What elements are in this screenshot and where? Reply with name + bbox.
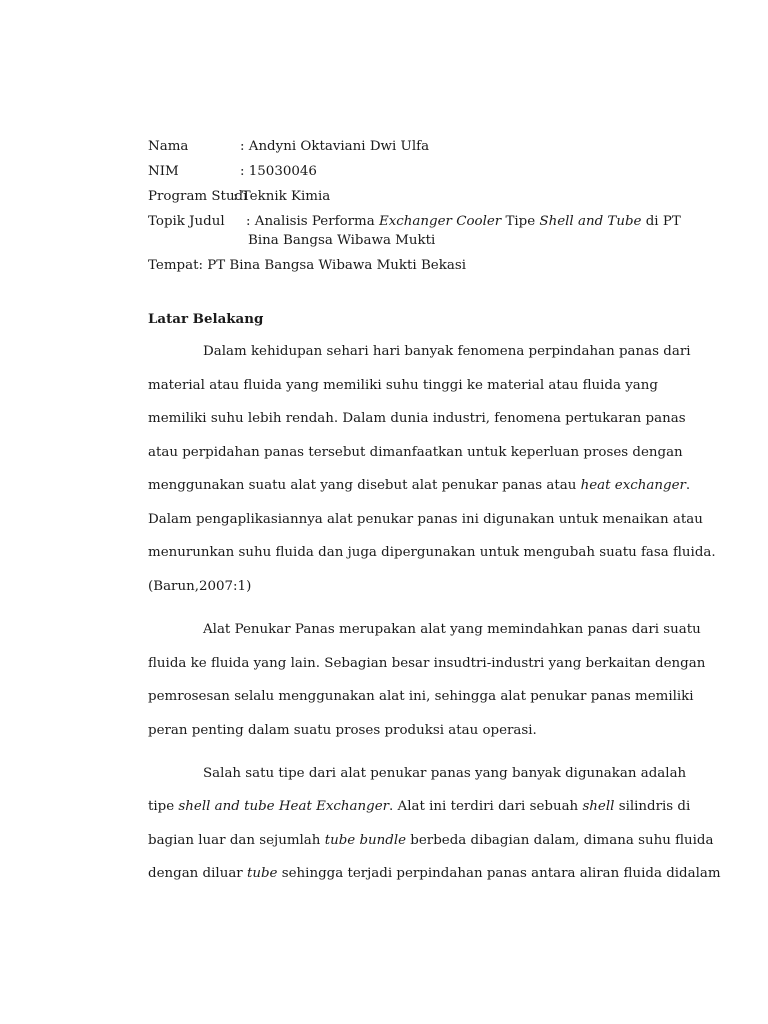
p3-italic-shell-and-tube-heat-exchanger: shell and tube Heat Exchanger [178,799,390,814]
nama-value: : Andyni Oktaviani Dwi Ulfa [240,139,430,154]
p3-line-2-a: tipe [148,799,179,814]
prodi-label: Program Studi [148,189,248,204]
topik-italic-shell-and-tube: Shell and Tube [539,214,642,229]
p1-line-4: atau perpidahan panas tersebut dimanfaatkan untuk keperluan proses dengan [148,445,683,460]
topik-suffix: di PT [641,214,681,229]
nim-value: : 15030046 [240,164,317,179]
p1-line-5-a: menggunakan suatu alat yang disebut alat penukar panas atau [148,478,581,493]
topik-mid: Tipe [501,214,540,229]
p1-line-1: Dalam kehidupan sehari hari banyak fenomena perpindahan panas dari [203,344,691,359]
p1-line-7: menurunkan suhu fluida dan juga dipergunakan untuk mengubah suatu fasa fluida. [148,545,716,560]
p1-line-5 [148,477,691,495]
section-heading: Latar Belakang [148,311,264,327]
tempat-line: Tempat: PT Bina Bangsa Wibawa Mukti Bekasi [148,258,466,273]
topik-value-line2: Bina Bangsa Wibawa Mukti [248,233,436,248]
p3-line-3-b: berbeda dibagian dalam, dimana suhu fluida [406,833,714,848]
p2-line-2: fluida ke fluida yang lain. Sebagian besar insudtri-industri yang berkaitan dengan [148,656,706,671]
p3-italic-tube-bundle: tube bundle [324,833,407,848]
p3-line-4-b: sehingga terjadi perpindahan panas antara aliran fluida didalam [277,866,721,881]
p1-line-6: Dalam pengaplikasiannya alat penukar panas ini digunakan untuk menaikan atau [148,512,703,527]
p3-line-2-b: . Alat ini terdiri dari sebuah [389,799,583,814]
p3-line-1: Salah satu tipe dari alat penukar panas yang banyak digunakan adalah [203,766,687,781]
p3-italic-tube: tube [246,866,278,881]
nim-label: NIM [148,164,179,179]
topik-label: Topik Judul [148,214,225,229]
p2-line-1: Alat Penukar Panas merupakan alat yang memindahkan panas dari suatu [203,622,701,637]
p1-line-5-b: . [685,478,691,493]
p3-line-4-a: dengan diluar [148,866,247,881]
nama-label: Nama [148,139,189,154]
p3-line-3-a: bagian luar dan sejumlah [148,833,325,848]
p3-line-2-c: silindris di [614,799,691,814]
p1-line-3: memiliki suhu lebih rendah. Dalam dunia industri, fenomena pertukaran panas [148,411,686,426]
topik-prefix: : Analisis Performa [246,214,379,229]
topik-italic-exchanger-cooler: Exchanger Cooler [378,214,502,229]
p1-italic-heat-exchanger: heat exchanger [580,478,686,493]
topik-value [246,213,681,231]
p1-line-8: (Barun,2007:1) [148,579,252,594]
p3-line-3 [148,832,714,850]
p3-line-4 [148,865,721,883]
prodi-value: : Teknik Kimia [233,189,331,204]
p3-italic-shell: shell [582,799,615,814]
p3-line-2 [148,798,691,816]
p2-line-3: pemrosesan selalu menggunakan alat ini, sehingga alat penukar panas memiliki [148,689,694,704]
p2-line-4: peran penting dalam suatu proses produksi atau operasi. [148,723,537,738]
p1-line-2: material atau fluida yang memiliki suhu tinggi ke material atau fluida yang [148,378,658,393]
